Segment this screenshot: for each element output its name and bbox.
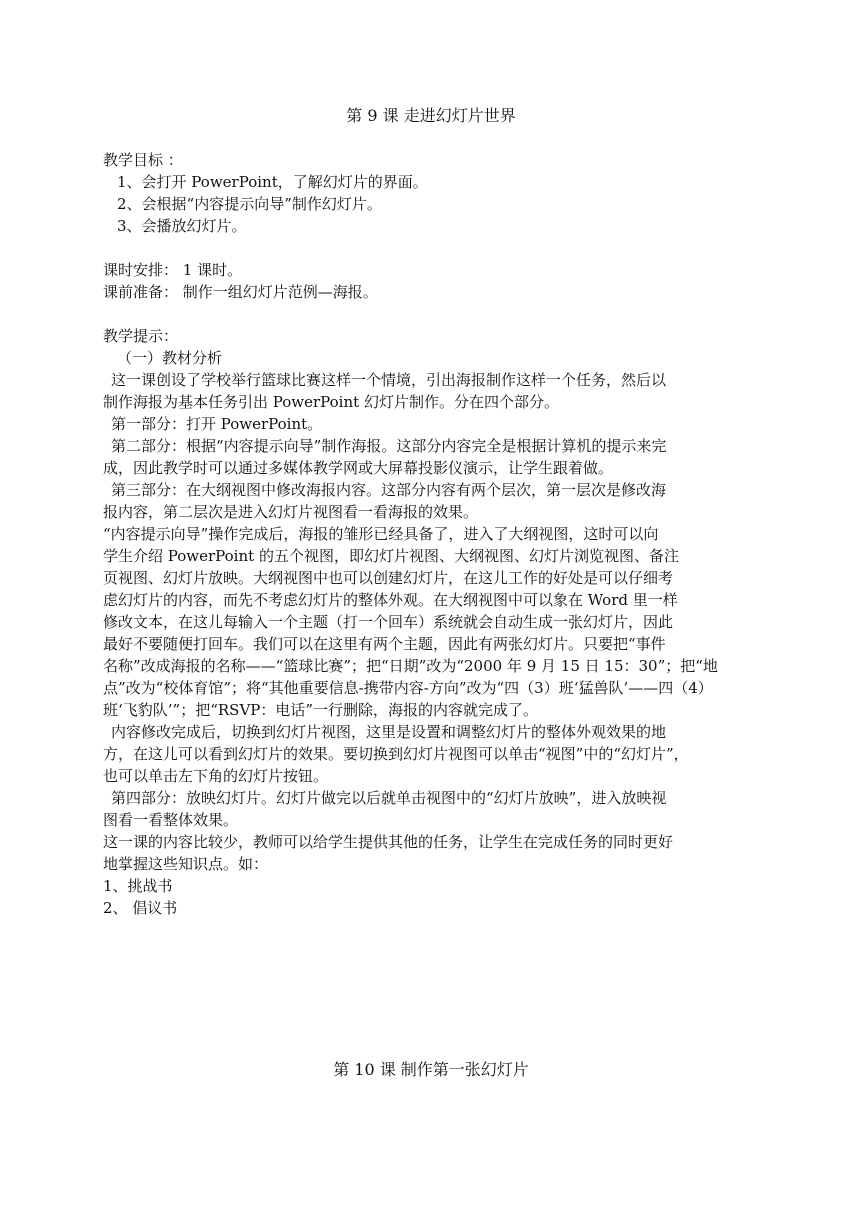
analysis-heading: （一）教材分析: [117, 349, 223, 367]
body-line: 名称”改成海报的名称——“篮球比赛”；把“日期”改为“2000 年 9 月 15 日 15：30”；把“地: [103, 657, 718, 675]
lesson-9-title: 第 9 课 走进幻灯片世界: [346, 106, 516, 125]
body-line: 图看一看整体效果。: [103, 811, 239, 829]
goal-item-2: 2、会根据“内容提示向导”制作幻灯片。: [117, 195, 382, 213]
schedule-line: 课时安排： 1 课时。: [103, 261, 243, 279]
body-line: 学生介绍 PowerPoint 的五个视图，即幻灯片视图、大纲视图、幻灯片浏览视图、备注: [103, 547, 679, 565]
body-line: 第三部分：在大纲视图中修改海报内容。这部分内容有两个层次，第一层次是修改海: [111, 481, 667, 499]
goals-heading: 教学目标 ：: [103, 151, 183, 169]
prep-line: 课前准备： 制作一组幻灯片范例—海报。: [103, 283, 378, 301]
lesson-10-title: 第 10 课 制作第一张幻灯片: [333, 1060, 529, 1079]
body-line: 班‘飞豹队’”；把“RSVP：电话”一行删除，海报的内容就完成了。: [103, 701, 539, 719]
body-line: 也可以单击左下角的幻灯片按钮。: [103, 767, 329, 785]
body-line: 方，在这儿可以看到幻灯片的效果。要切换到幻灯片视图可以单击“视图”中的“幻灯片”，: [103, 745, 689, 763]
body-line: 第二部分：根据“内容提示向导”制作海报。这部分内容完全是根据计算机的提示来完: [111, 437, 667, 455]
body-line: 第四部分：放映幻灯片。幻灯片做完以后就单击视图中的“幻灯片放映”，进入放映视: [111, 789, 667, 807]
goal-item-3: 3、会播放幻灯片。: [117, 217, 247, 235]
body-line: 点”改为“校体育馆”；将“其他重要信息-携带内容-方向”改为“四（3）班‘猛兽队’——四（4）: [103, 679, 713, 697]
body-line: 第一部分：打开 PowerPoint。: [111, 415, 323, 433]
tips-heading: 教学提示：: [103, 327, 179, 345]
body-line: 虑幻灯片的内容，而先不考虑幻灯片的整体外观。在大纲视图中可以象在 Word 里一样: [103, 591, 678, 609]
body-line: 报内容，第二层次是进入幻灯片视图看一看海报的效果。: [103, 503, 479, 521]
body-line: 内容修改完成后，切换到幻灯片视图，这里是设置和调整幻灯片的整体外观效果的地: [111, 723, 667, 741]
body-line: 页视图、幻灯片放映。大纲视图中也可以创建幻灯片，在这儿工作的好处是可以仔细考: [103, 569, 674, 587]
goal-item-1: 1、会打开 PowerPoint，了解幻灯片的界面。: [117, 173, 428, 191]
body-line: 这一课创设了学校举行篮球比赛这样一个情境，引出海报制作这样一个任务，然后以: [111, 371, 667, 389]
body-line: 修改文本，在这儿每输入一个主题（打一个回车）系统就会自动生成一张幻灯片，因此: [103, 613, 674, 631]
body-line: 最好不要随便打回车。我们可以在这里有两个主题，因此有两张幻灯片。只要把“事件: [103, 635, 666, 653]
body-line: 成，因此教学时可以通过多媒体教学网或大屏幕投影仪演示，让学生跟着做。: [103, 459, 614, 477]
list-item: 2、 倡议书: [103, 899, 178, 917]
body-line: 制作海报为基本任务引出 PowerPoint 幻灯片制作。分在四个部分。: [103, 393, 559, 411]
body-line: 地掌握这些知识点。如：: [103, 855, 269, 873]
body-line: 这一课的内容比较少，教师可以给学生提供其他的任务，让学生在完成任务的同时更好: [103, 833, 674, 851]
body-line: “内容提示向导”操作完成后，海报的雏形已经具备了，进入了大纲视图，这时可以向: [103, 525, 659, 543]
list-item: 1、挑战书: [103, 877, 173, 895]
